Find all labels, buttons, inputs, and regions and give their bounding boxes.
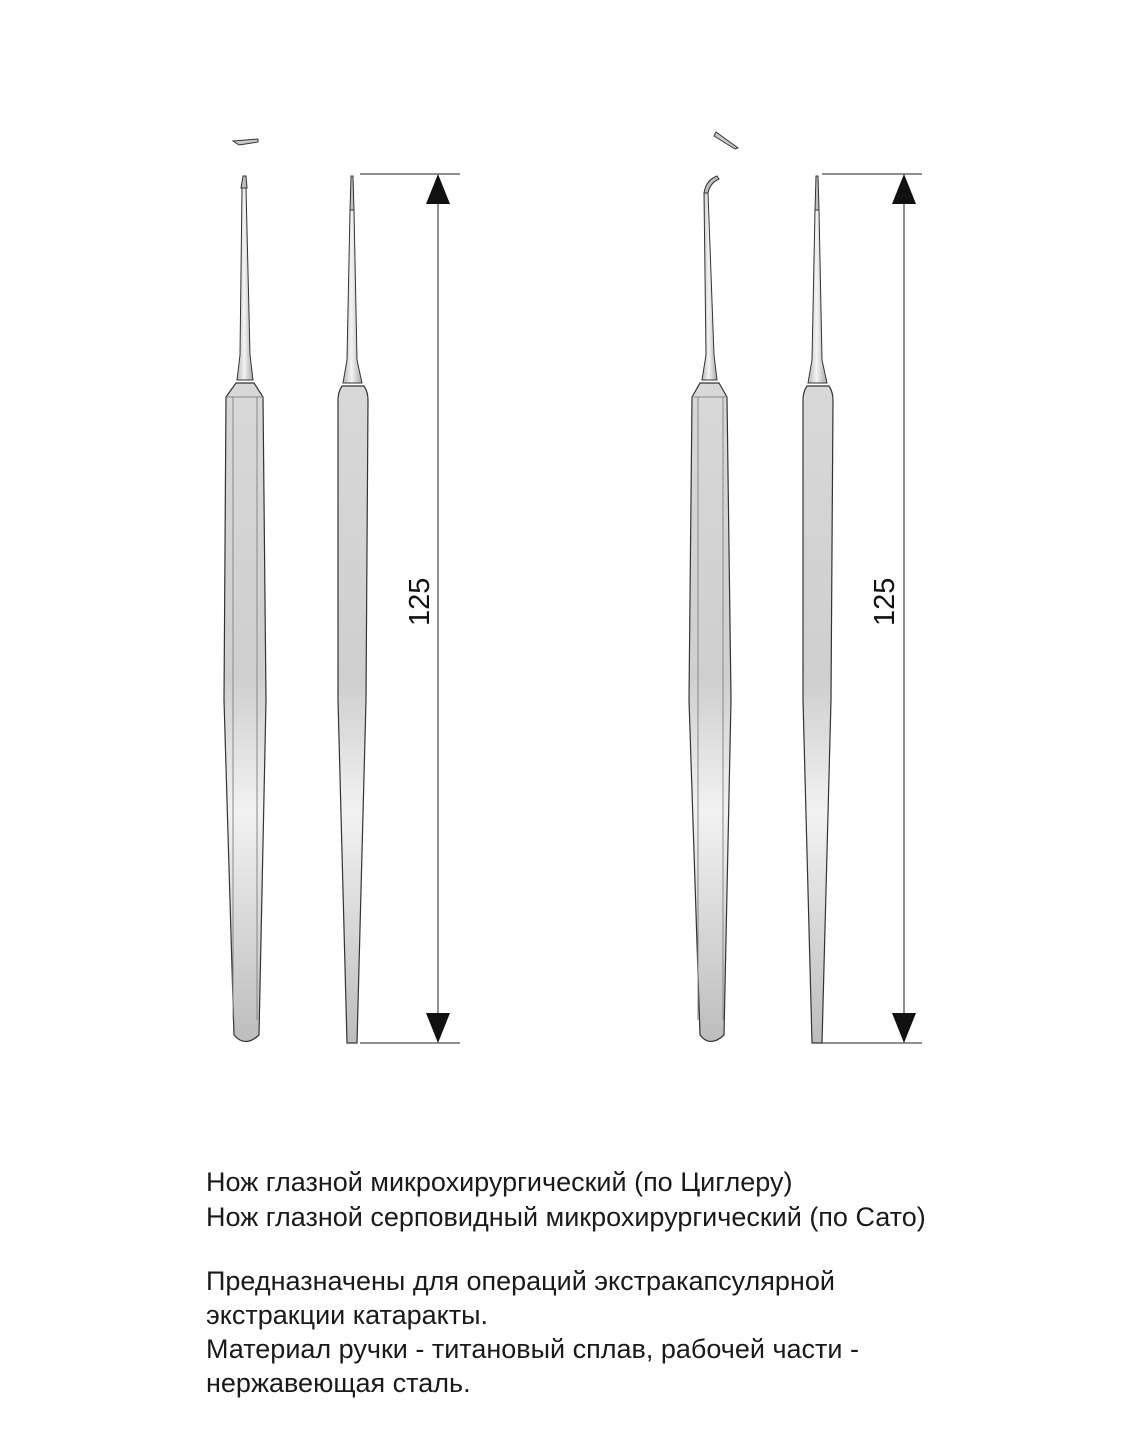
- ziegler-knife-side-view: [338, 176, 368, 1043]
- ziegler-front-handle: [224, 383, 266, 1042]
- sato-side-tip: [815, 176, 819, 210]
- sato-length-label: 125: [869, 577, 901, 626]
- sato-dimension-line: [822, 174, 922, 1043]
- sato-side-handle: [803, 386, 833, 1043]
- ziegler-front-shaft: [237, 188, 253, 380]
- sato-blade-detail: [714, 132, 738, 149]
- arrow-up-icon: [426, 174, 450, 204]
- caption-title-ziegler: Нож глазной микрохирургический (по Циглеру): [206, 1167, 793, 1197]
- sato-side-shaft: [808, 210, 827, 383]
- sato-front-tip: [704, 176, 719, 193]
- ziegler-side-tip: [350, 176, 354, 210]
- arrow-up-icon: [892, 174, 916, 204]
- caption-material-line-1: Материал ручки - титановый сплав, рабочей части -: [206, 1334, 859, 1364]
- sato-front-shaft: [702, 193, 717, 380]
- caption-title-sato: Нож глазной серповидный микрохирургический (по Сато): [206, 1202, 926, 1232]
- sato-knife-front-view: [689, 132, 738, 1042]
- arrow-down-icon: [892, 1013, 916, 1043]
- caption-material-line-2: нержавеющая сталь.: [206, 1368, 471, 1398]
- caption-purpose-line-2: экстракции катаракты.: [206, 1300, 489, 1330]
- ziegler-dimension-line: [360, 174, 460, 1043]
- arrow-down-icon: [426, 1013, 450, 1043]
- ziegler-front-tip: [241, 176, 247, 188]
- sato-front-handle: [689, 383, 731, 1042]
- ziegler-side-shaft: [343, 210, 362, 383]
- ziegler-side-handle: [338, 386, 368, 1043]
- sato-knife-side-view: [803, 176, 833, 1043]
- caption-purpose-line-1: Предназначены для операций экстракапсулярной: [206, 1266, 835, 1296]
- ziegler-length-label: 125: [404, 577, 436, 626]
- ziegler-blade-detail: [233, 139, 258, 145]
- ziegler-knife-front-view: [224, 139, 266, 1042]
